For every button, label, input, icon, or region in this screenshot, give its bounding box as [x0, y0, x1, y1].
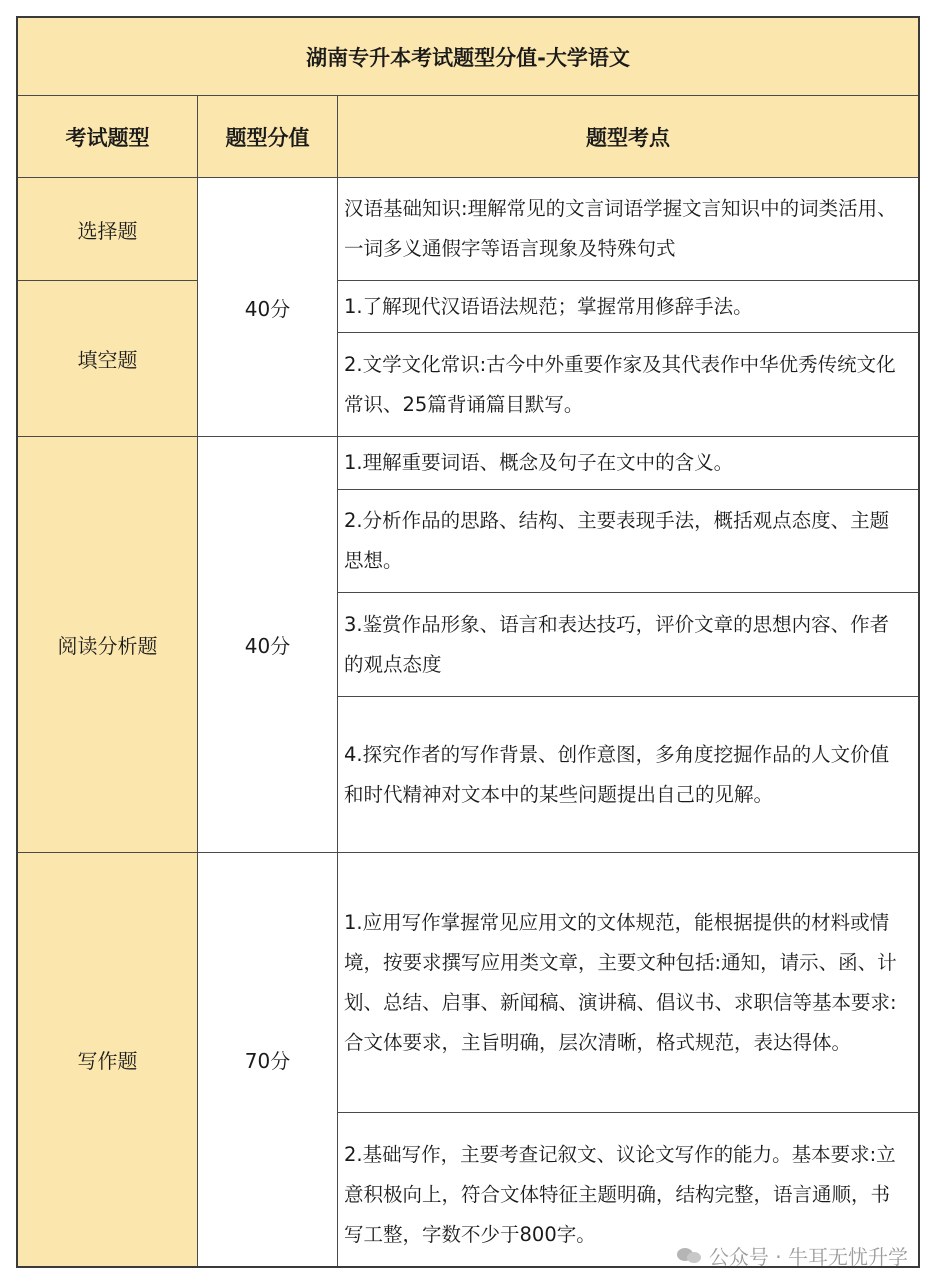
content-row — [338, 593, 918, 697]
content-text: 1.应用写作掌握常见应用文的文体规范，能根据提供的材料或情境，按要求撰写应用类文章，主要文种包括:通知，请示、函、计划、总结、启事、新闻稿、演讲稿、倡议书、求职信等基本要求:合文体要求，主旨明确，层次清晰，格式规范，表达得体。 — [344, 910, 897, 1054]
wechat-icon — [677, 1246, 703, 1266]
type-xiezuo: 写作题 — [18, 853, 198, 1266]
content-text: 1.了解现代汉语语法规范；掌握常用修辞手法。 — [344, 294, 753, 318]
content-row — [338, 437, 918, 490]
points-yuedu: 40分 — [198, 437, 338, 853]
header-points: 题型分值 — [198, 96, 338, 178]
content-text: 3.鉴赏作品形象、语言和表达技巧，评价文章的思想内容、作者的观点态度 — [344, 612, 890, 676]
type-xuanze: 选择题 — [18, 178, 198, 281]
score-table — [16, 16, 920, 1268]
header-content: 题型考点 — [338, 96, 918, 178]
content-text: 4.探究作者的写作背景、创作意图，多角度挖掘作品的人文价值和时代精神对文本中的某些问题提出自己的见解。 — [344, 742, 890, 806]
content-text: 2.文学文化常识:古今中外重要作家及其代表作中华优秀传统文化常识、25篇背诵篇目默写。 — [344, 352, 896, 416]
content-row — [338, 490, 918, 593]
watermark — [677, 1241, 908, 1270]
header-type: 考试题型 — [18, 96, 198, 178]
content-row — [338, 281, 918, 333]
content-row — [338, 333, 918, 437]
content-row — [338, 178, 918, 281]
points-xiezuo: 70分 — [198, 853, 338, 1266]
content-text: 1.理解重要词语、概念及句子在文中的含义。 — [344, 451, 734, 474]
type-tiankong: 填空题 — [18, 281, 198, 437]
content-text: 2.基础写作，主要考查记叙文、议论文写作的能力。基本要求:立意积极向上，符合文体特征主题明确，结构完整，语言通顺，书写工整，字数不少于800字。 — [344, 1143, 896, 1246]
content-row — [338, 697, 918, 853]
content-text: 2.分析作品的思路、结构、主要表现手法，概括观点态度、主题思想。 — [344, 509, 890, 572]
type-yuedu: 阅读分析题 — [18, 437, 198, 853]
watermark-text: 公众号 · 牛耳无忧升学 — [708, 1245, 908, 1269]
table-title: 湖南专升本考试题型分值-大学语文 — [18, 18, 918, 96]
points-block1: 40分 — [198, 178, 338, 437]
content-row — [338, 853, 918, 1113]
content-text: 汉语基础知识:理解常见的文言词语学握文言知识中的词类活用、一词多义通假字等语言现象及特殊句式 — [344, 197, 897, 260]
